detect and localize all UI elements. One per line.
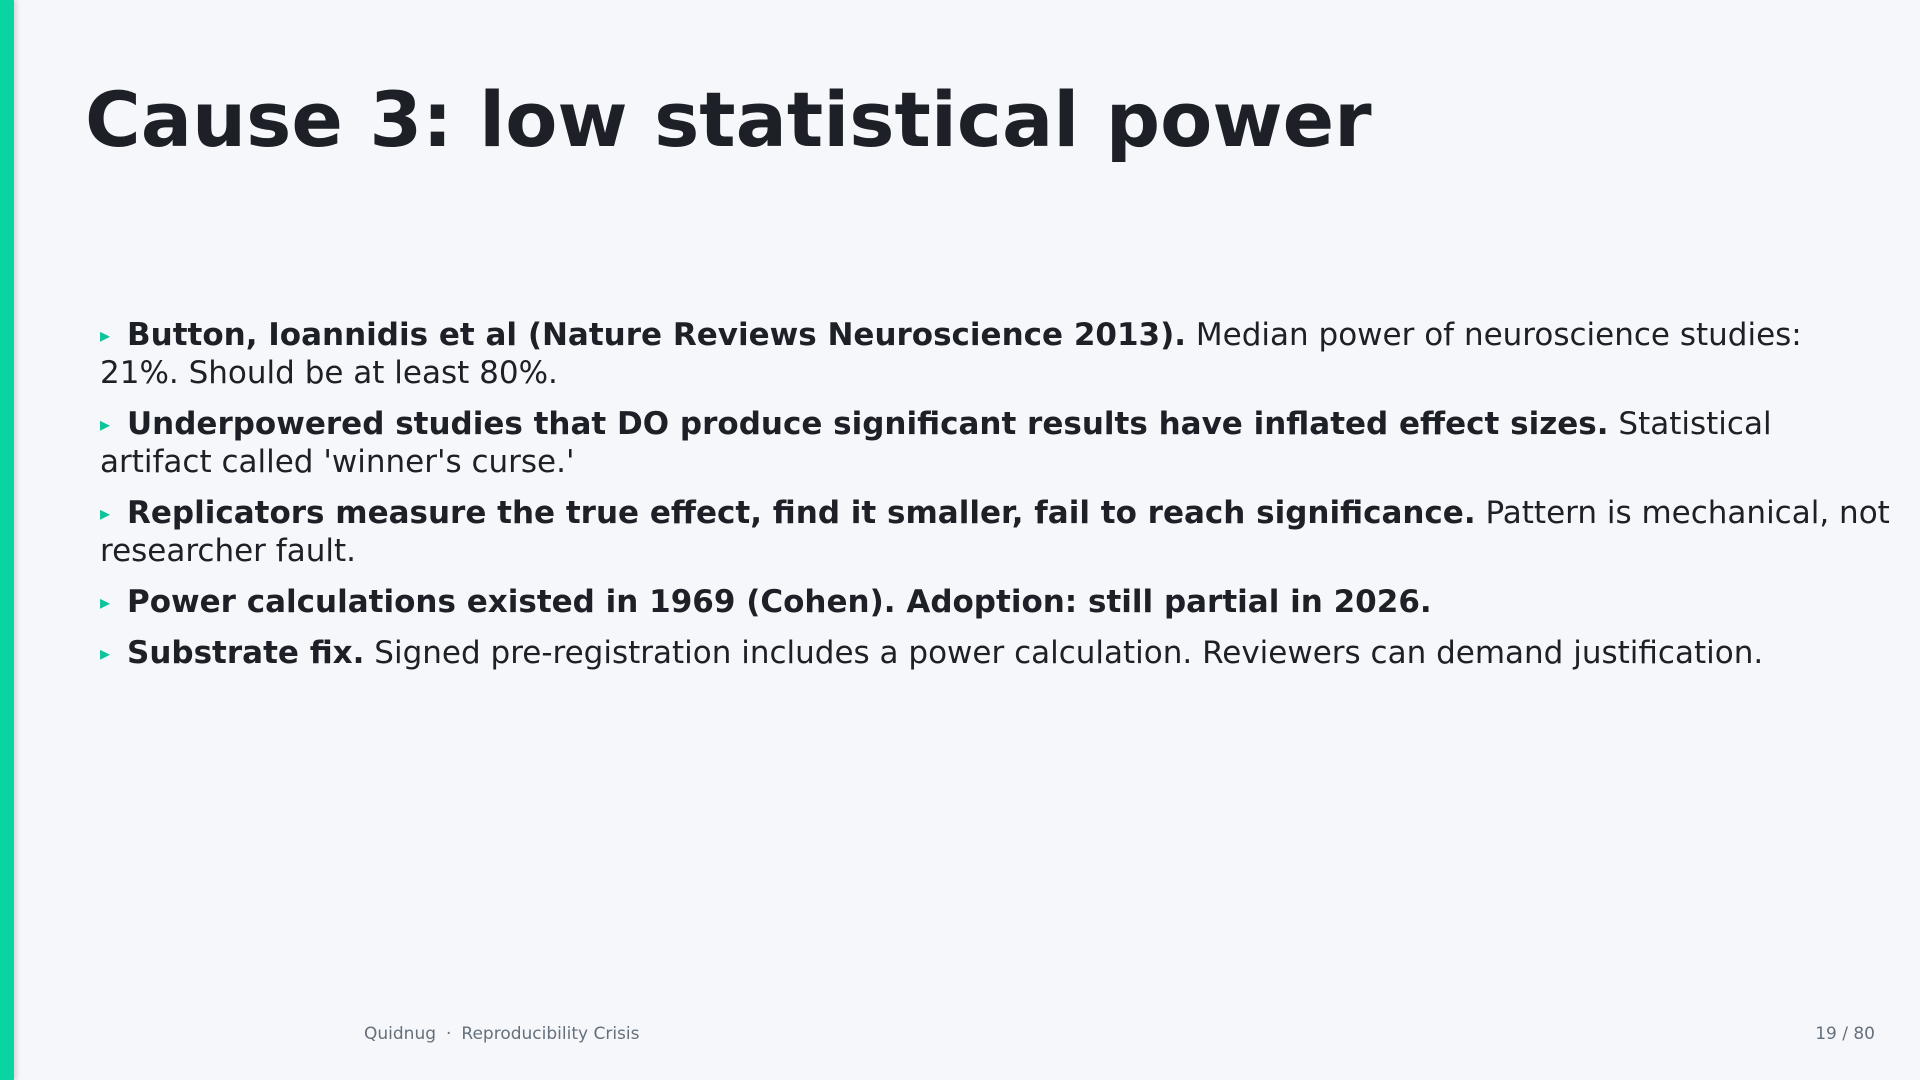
bullet-item bbox=[100, 405, 1890, 481]
footer-brand: Quidnug bbox=[364, 1024, 437, 1044]
bullet-text: Pattern is mechanical, not researcher fault. bbox=[100, 495, 1890, 569]
bullet-text: Signed pre-registration includes a power calculation. Reviewers can demand justification. bbox=[364, 635, 1764, 671]
bullet-list bbox=[100, 316, 1890, 685]
bullet-item bbox=[100, 634, 1890, 672]
bullet-item bbox=[100, 583, 1890, 621]
triangle-bullet-icon: ▸ bbox=[100, 501, 111, 525]
bullet-lead: Power calculations existed in 1969 (Cohen). Adoption: still partial in 2026. bbox=[127, 584, 1432, 620]
triangle-bullet-icon: ▸ bbox=[100, 641, 111, 665]
footer-caption bbox=[364, 1024, 639, 1044]
footer-separator: · bbox=[446, 1024, 452, 1044]
bullet-item bbox=[100, 494, 1890, 570]
slide-title: Cause 3: low statistical power bbox=[85, 75, 1372, 164]
bullet-text: Statistical artifact called 'winner's curse.' bbox=[100, 406, 1772, 480]
bullet-item bbox=[100, 316, 1890, 392]
triangle-bullet-icon: ▸ bbox=[100, 412, 111, 436]
accent-bar bbox=[0, 0, 14, 1080]
bullet-lead: Underpowered studies that DO produce significant results have inflated effect sizes. bbox=[127, 406, 1609, 442]
bullet-lead: Replicators measure the true effect, find it smaller, fail to reach significance. bbox=[127, 495, 1476, 531]
bullet-lead: Button, Ioannidis et al (Nature Reviews Neuroscience 2013). bbox=[127, 317, 1187, 353]
bullet-lead: Substrate fix. bbox=[127, 635, 365, 671]
bullet-text: Median power of neuroscience studies: 21%. Should be at least 80%. bbox=[100, 317, 1802, 391]
triangle-bullet-icon: ▸ bbox=[100, 590, 111, 614]
triangle-bullet-icon: ▸ bbox=[100, 323, 111, 347]
footer-deck-title: Reproducibility Crisis bbox=[461, 1024, 640, 1044]
page-number: 19 / 80 bbox=[1815, 1024, 1875, 1044]
